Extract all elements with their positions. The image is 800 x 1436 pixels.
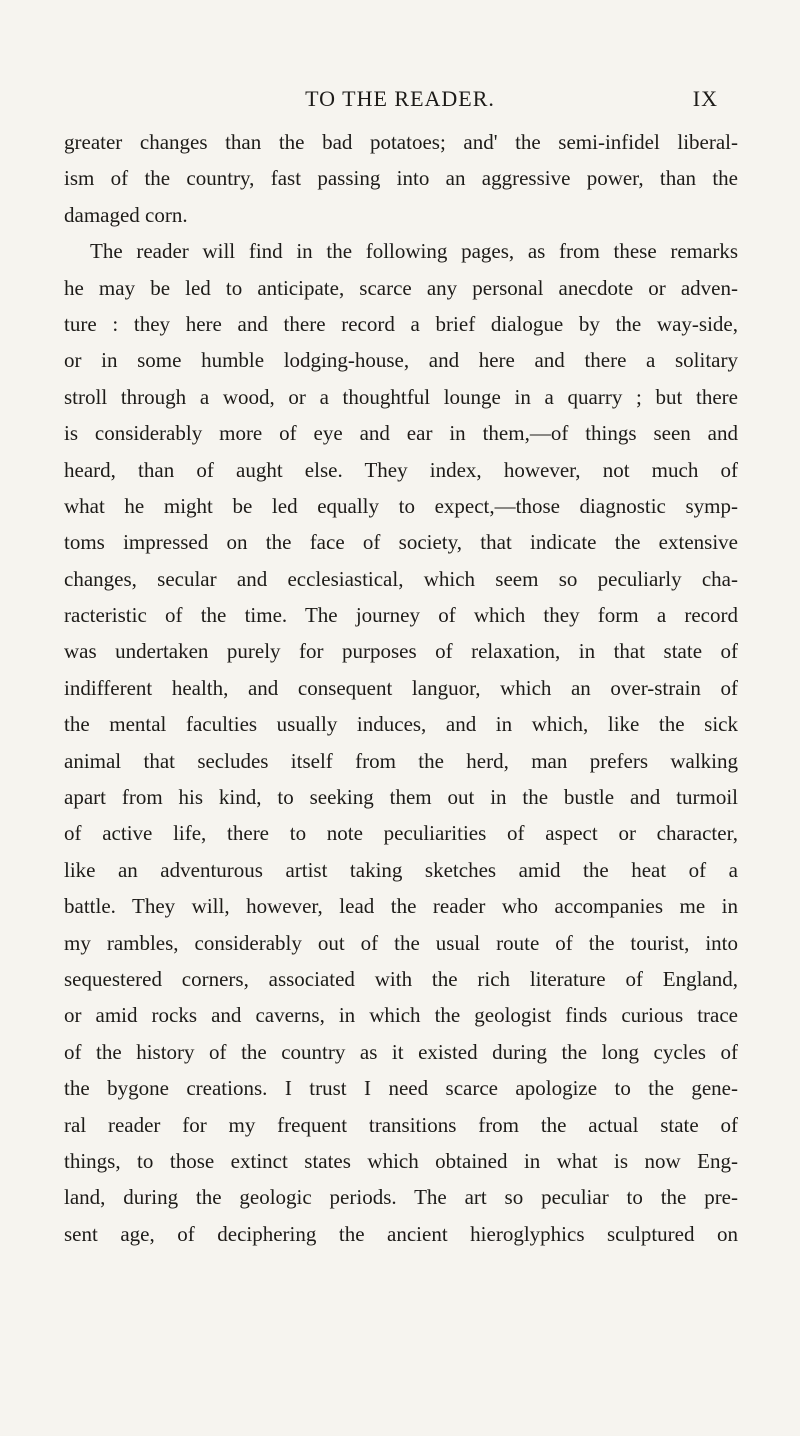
text-line: the bygone creations. I trust I need scarce apologize to the gene- — [64, 1076, 738, 1101]
text-line: of the history of the country as it existed during the long cycles of — [64, 1039, 738, 1064]
text-line: apart from his kind, to seeking them out in the bustle and turmoil — [64, 785, 738, 810]
text-line: land, during the geologic periods. The art so peculiar to the pre- — [64, 1185, 738, 1210]
text-line: sequestered corners, associated with the rich literature of England, — [64, 966, 738, 991]
text-line: my rambles, considerably out of the usual route of the tourist, into — [64, 930, 738, 955]
text-line: animal that secludes itself from the herd, man prefers walking — [64, 748, 738, 773]
text-line: is considerably more of eye and ear in them,—of things seen and — [64, 421, 738, 446]
text-line: like an adventurous artist taking sketches amid the heat of a — [64, 857, 738, 882]
text-line: ture : they here and there record a brief dialogue by the way-side, — [64, 311, 738, 336]
text-line: greater changes than the bad potatoes; and' the semi-infidel liberal- — [64, 130, 738, 154]
text-line: or in some humble lodging-house, and here and there a solitary — [64, 348, 738, 373]
text-line: racteristic of the time. The journey of which they form a record — [64, 603, 738, 628]
body-text — [64, 124, 738, 1252]
text-line: battle. They will, however, lead the reader who accompanies me in — [64, 894, 738, 919]
text-line: The reader will find in the following pages, as from these remarks — [90, 239, 738, 264]
page-number: IX — [692, 86, 718, 111]
running-title: TO THE READER. — [305, 86, 495, 111]
text-line: indifferent health, and consequent languor, which an over-strain of — [64, 675, 738, 700]
text-line: toms impressed on the face of society, that indicate the extensive — [64, 530, 738, 555]
text-line: heard, than of aught else. They index, however, not much of — [64, 457, 738, 482]
text-line: he may be led to anticipate, scarce any personal anecdote or adven- — [64, 275, 738, 300]
text-line: of active life, there to note peculiarities of aspect or character, — [64, 821, 738, 846]
running-head — [0, 86, 800, 118]
text-line: things, to those extinct states which obtained in what is now Eng- — [64, 1148, 738, 1173]
text-line: or amid rocks and caverns, in which the geologist finds curious trace — [64, 1003, 738, 1028]
text-line: the mental faculties usually induces, and in which, like the sick — [64, 712, 738, 737]
text-line: sent age, of deciphering the ancient hieroglyphics sculptured on — [64, 1221, 738, 1246]
text-line: stroll through a wood, or a thoughtful lounge in a quarry ; but there — [64, 384, 738, 409]
text-line: ral reader for my frequent transitions from the actual state of — [64, 1112, 738, 1137]
text-line: was undertaken purely for purposes of relaxation, in that state of — [64, 639, 738, 664]
text-line: what he might be led equally to expect,—those diagnostic symp- — [64, 493, 738, 518]
text-line: changes, secular and ecclesiastical, which seem so peculiarly cha- — [64, 566, 738, 591]
text-line: ism of the country, fast passing into an aggressive power, than the — [64, 166, 738, 191]
text-line: damaged corn. — [64, 202, 188, 227]
